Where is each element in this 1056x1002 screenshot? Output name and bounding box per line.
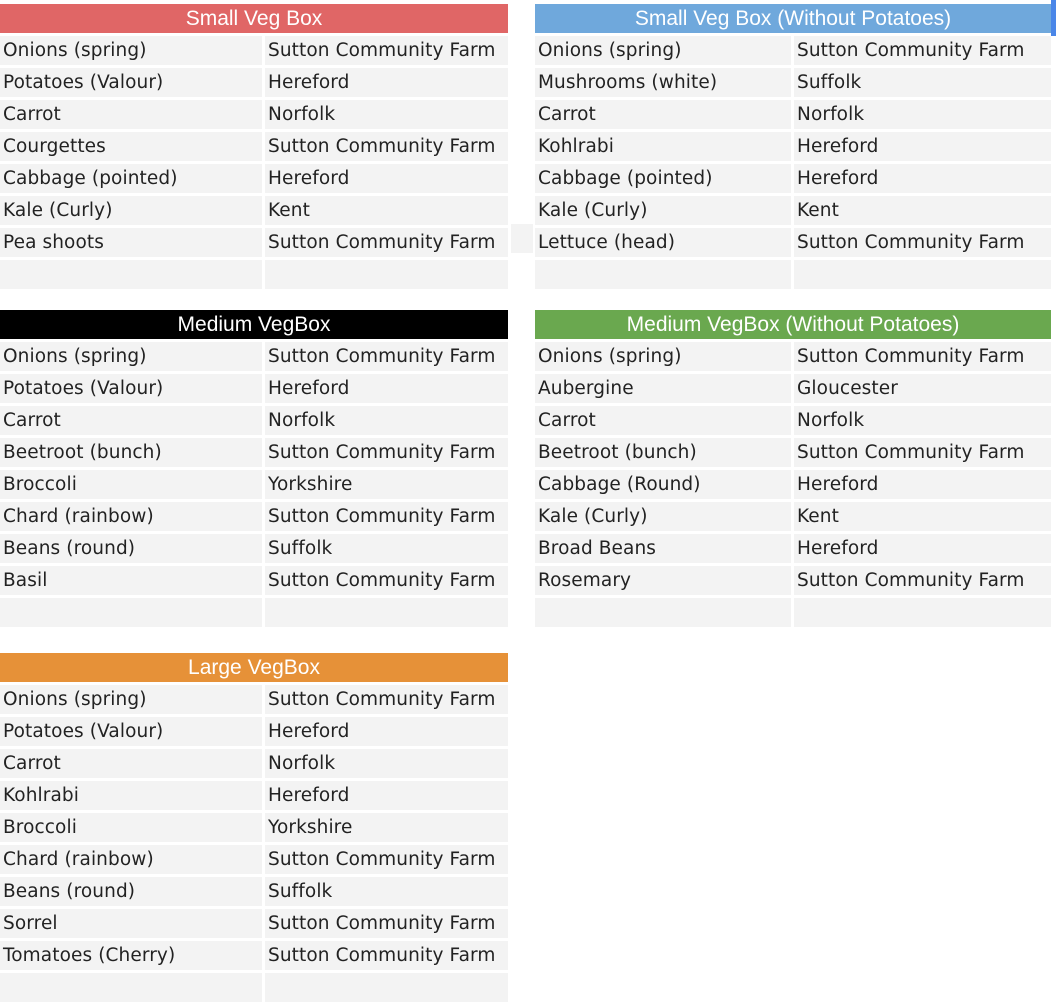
source-cell[interactable]	[794, 598, 1051, 627]
source-cell[interactable]: Sutton Community Farm	[794, 566, 1051, 595]
item-cell[interactable]	[535, 260, 791, 289]
source-cell[interactable]: Suffolk	[794, 68, 1051, 97]
table-row	[0, 813, 508, 842]
source-cell[interactable]: Norfolk	[794, 406, 1051, 435]
table-row	[0, 685, 508, 714]
source-cell[interactable]: Norfolk	[265, 749, 508, 778]
source-cell[interactable]: Hereford	[794, 534, 1051, 563]
medium-veg-box	[0, 310, 508, 627]
table-row	[0, 781, 508, 810]
table-row	[0, 260, 508, 289]
empty-cell[interactable]	[511, 224, 533, 253]
source-cell[interactable]	[265, 973, 508, 1002]
table-row	[535, 470, 1051, 499]
table-row	[0, 502, 508, 531]
source-cell[interactable]: Hereford	[265, 68, 508, 97]
item-cell[interactable]: Rosemary	[535, 566, 791, 595]
table-row	[0, 342, 508, 371]
box-header: Large VegBox	[0, 653, 508, 682]
source-cell[interactable]: Sutton Community Farm	[265, 685, 508, 714]
small-veg-box-without-potatoes	[535, 4, 1051, 289]
table-row	[0, 973, 508, 1002]
table-row	[0, 406, 508, 435]
item-cell[interactable]: Beans (round)	[0, 534, 262, 563]
table-row	[535, 598, 1051, 627]
item-cell[interactable]: Carrot	[535, 100, 791, 129]
table-row	[535, 406, 1051, 435]
source-cell[interactable]: Hereford	[794, 164, 1051, 193]
table-row	[0, 941, 508, 970]
item-cell[interactable]: Sorrel	[0, 909, 262, 938]
table-row	[0, 749, 508, 778]
source-cell[interactable]: Sutton Community Farm	[794, 228, 1051, 257]
table-row	[0, 534, 508, 563]
item-cell[interactable]: Beans (round)	[0, 877, 262, 906]
table-row	[0, 164, 508, 193]
item-cell[interactable]: Basil	[0, 566, 262, 595]
selection-border	[1051, 0, 1056, 36]
source-cell[interactable]: Hereford	[794, 470, 1051, 499]
source-cell[interactable]: Sutton Community Farm	[265, 228, 508, 257]
source-cell[interactable]: Sutton Community Farm	[265, 941, 508, 970]
item-cell[interactable]: Kale (Curly)	[0, 196, 262, 225]
source-cell[interactable]	[265, 260, 508, 289]
table-row	[0, 717, 508, 746]
item-cell[interactable]: Carrot	[535, 406, 791, 435]
item-cell[interactable]	[0, 598, 262, 627]
table-row	[535, 68, 1051, 97]
source-cell[interactable]: Norfolk	[265, 406, 508, 435]
item-cell[interactable]: Tomatoes (Cherry)	[0, 941, 262, 970]
source-cell[interactable]	[265, 598, 508, 627]
source-cell[interactable]: Hereford	[265, 164, 508, 193]
item-cell[interactable]: Pea shoots	[0, 228, 262, 257]
item-cell[interactable]: Beetroot (bunch)	[0, 438, 262, 467]
source-cell[interactable]: Sutton Community Farm	[265, 36, 508, 65]
item-cell[interactable]: Onions (spring)	[0, 342, 262, 371]
table-row	[0, 877, 508, 906]
table-row	[0, 845, 508, 874]
item-cell[interactable]: Aubergine	[535, 374, 791, 403]
table-row	[535, 132, 1051, 161]
item-cell[interactable]	[0, 973, 262, 1002]
medium-veg-box-without-potatoes	[535, 310, 1051, 627]
table-row	[535, 260, 1051, 289]
item-cell[interactable]: Potatoes (Valour)	[0, 68, 262, 97]
table-row	[0, 196, 508, 225]
item-cell[interactable]: Onions (spring)	[535, 36, 791, 65]
source-cell[interactable]: Kent	[794, 502, 1051, 531]
item-cell[interactable]: Broad Beans	[535, 534, 791, 563]
source-cell[interactable]: Norfolk	[265, 100, 508, 129]
source-cell[interactable]: Sutton Community Farm	[265, 342, 508, 371]
source-cell[interactable]: Suffolk	[265, 534, 508, 563]
item-cell[interactable]: Chard (rainbow)	[0, 502, 262, 531]
item-cell[interactable]: Chard (rainbow)	[0, 845, 262, 874]
source-cell[interactable]: Sutton Community Farm	[265, 845, 508, 874]
source-cell[interactable]: Sutton Community Farm	[265, 909, 508, 938]
box-header: Small Veg Box	[0, 4, 508, 33]
item-cell[interactable]: Kale (Curly)	[535, 196, 791, 225]
item-cell[interactable]: Onions (spring)	[0, 36, 262, 65]
small-veg-box	[0, 4, 508, 289]
item-cell[interactable]: Broccoli	[0, 813, 262, 842]
source-cell[interactable]: Gloucester	[794, 374, 1051, 403]
item-cell[interactable]: Broccoli	[0, 470, 262, 499]
source-cell[interactable]: Hereford	[265, 374, 508, 403]
item-cell[interactable]: Carrot	[0, 406, 262, 435]
item-cell[interactable]: Carrot	[0, 100, 262, 129]
source-cell[interactable]: Suffolk	[265, 877, 508, 906]
table-row	[535, 566, 1051, 595]
table-row	[0, 36, 508, 65]
table-row	[535, 438, 1051, 467]
source-cell[interactable]: Sutton Community Farm	[265, 502, 508, 531]
table-row	[535, 502, 1051, 531]
box-header: Medium VegBox (Without Potatoes)	[535, 310, 1051, 339]
source-cell[interactable]: Kent	[794, 196, 1051, 225]
item-cell[interactable]: Lettuce (head)	[535, 228, 791, 257]
box-header: Small Veg Box (Without Potatoes)	[535, 4, 1051, 33]
source-cell[interactable]: Yorkshire	[265, 813, 508, 842]
source-cell[interactable]: Sutton Community Farm	[265, 438, 508, 467]
item-cell[interactable]: Onions (spring)	[0, 685, 262, 714]
table-row	[0, 909, 508, 938]
item-cell[interactable]	[0, 260, 262, 289]
table-row	[535, 100, 1051, 129]
item-cell[interactable]: Potatoes (Valour)	[0, 374, 262, 403]
source-cell[interactable]: Hereford	[265, 781, 508, 810]
item-cell[interactable]: Kohlrabi	[535, 132, 791, 161]
table-row	[535, 164, 1051, 193]
table-row	[535, 374, 1051, 403]
source-cell[interactable]: Norfolk	[794, 100, 1051, 129]
large-veg-box	[0, 653, 508, 1002]
source-cell[interactable]: Sutton Community Farm	[794, 438, 1051, 467]
table-row	[535, 534, 1051, 563]
source-cell[interactable]	[794, 260, 1051, 289]
box-header: Medium VegBox	[0, 310, 508, 339]
table-row	[0, 598, 508, 627]
source-cell[interactable]: Hereford	[265, 717, 508, 746]
table-row	[0, 438, 508, 467]
table-row	[0, 374, 508, 403]
item-cell[interactable]: Cabbage (Round)	[535, 470, 791, 499]
item-cell[interactable]: Mushrooms (white)	[535, 68, 791, 97]
table-row	[535, 228, 1051, 257]
source-cell[interactable]: Sutton Community Farm	[794, 342, 1051, 371]
item-cell[interactable]: Potatoes (Valour)	[0, 717, 262, 746]
item-cell[interactable]: Kohlrabi	[0, 781, 262, 810]
item-cell[interactable]: Cabbage (pointed)	[0, 164, 262, 193]
table-row	[0, 566, 508, 595]
table-row	[0, 132, 508, 161]
item-cell[interactable]: Carrot	[0, 749, 262, 778]
table-row	[0, 68, 508, 97]
source-cell[interactable]: Hereford	[794, 132, 1051, 161]
table-row	[535, 196, 1051, 225]
item-cell[interactable]: Courgettes	[0, 132, 262, 161]
item-cell[interactable]: Beetroot (bunch)	[535, 438, 791, 467]
table-row	[0, 470, 508, 499]
source-cell[interactable]: Sutton Community Farm	[794, 36, 1051, 65]
source-cell[interactable]: Sutton Community Farm	[265, 132, 508, 161]
item-cell[interactable]: Kale (Curly)	[535, 502, 791, 531]
table-row	[535, 36, 1051, 65]
source-cell[interactable]: Sutton Community Farm	[265, 566, 508, 595]
source-cell[interactable]: Kent	[265, 196, 508, 225]
source-cell[interactable]: Yorkshire	[265, 470, 508, 499]
item-cell[interactable]	[535, 598, 791, 627]
item-cell[interactable]: Cabbage (pointed)	[535, 164, 791, 193]
table-row	[0, 100, 508, 129]
item-cell[interactable]: Onions (spring)	[535, 342, 791, 371]
table-row	[535, 342, 1051, 371]
table-row	[0, 228, 508, 257]
